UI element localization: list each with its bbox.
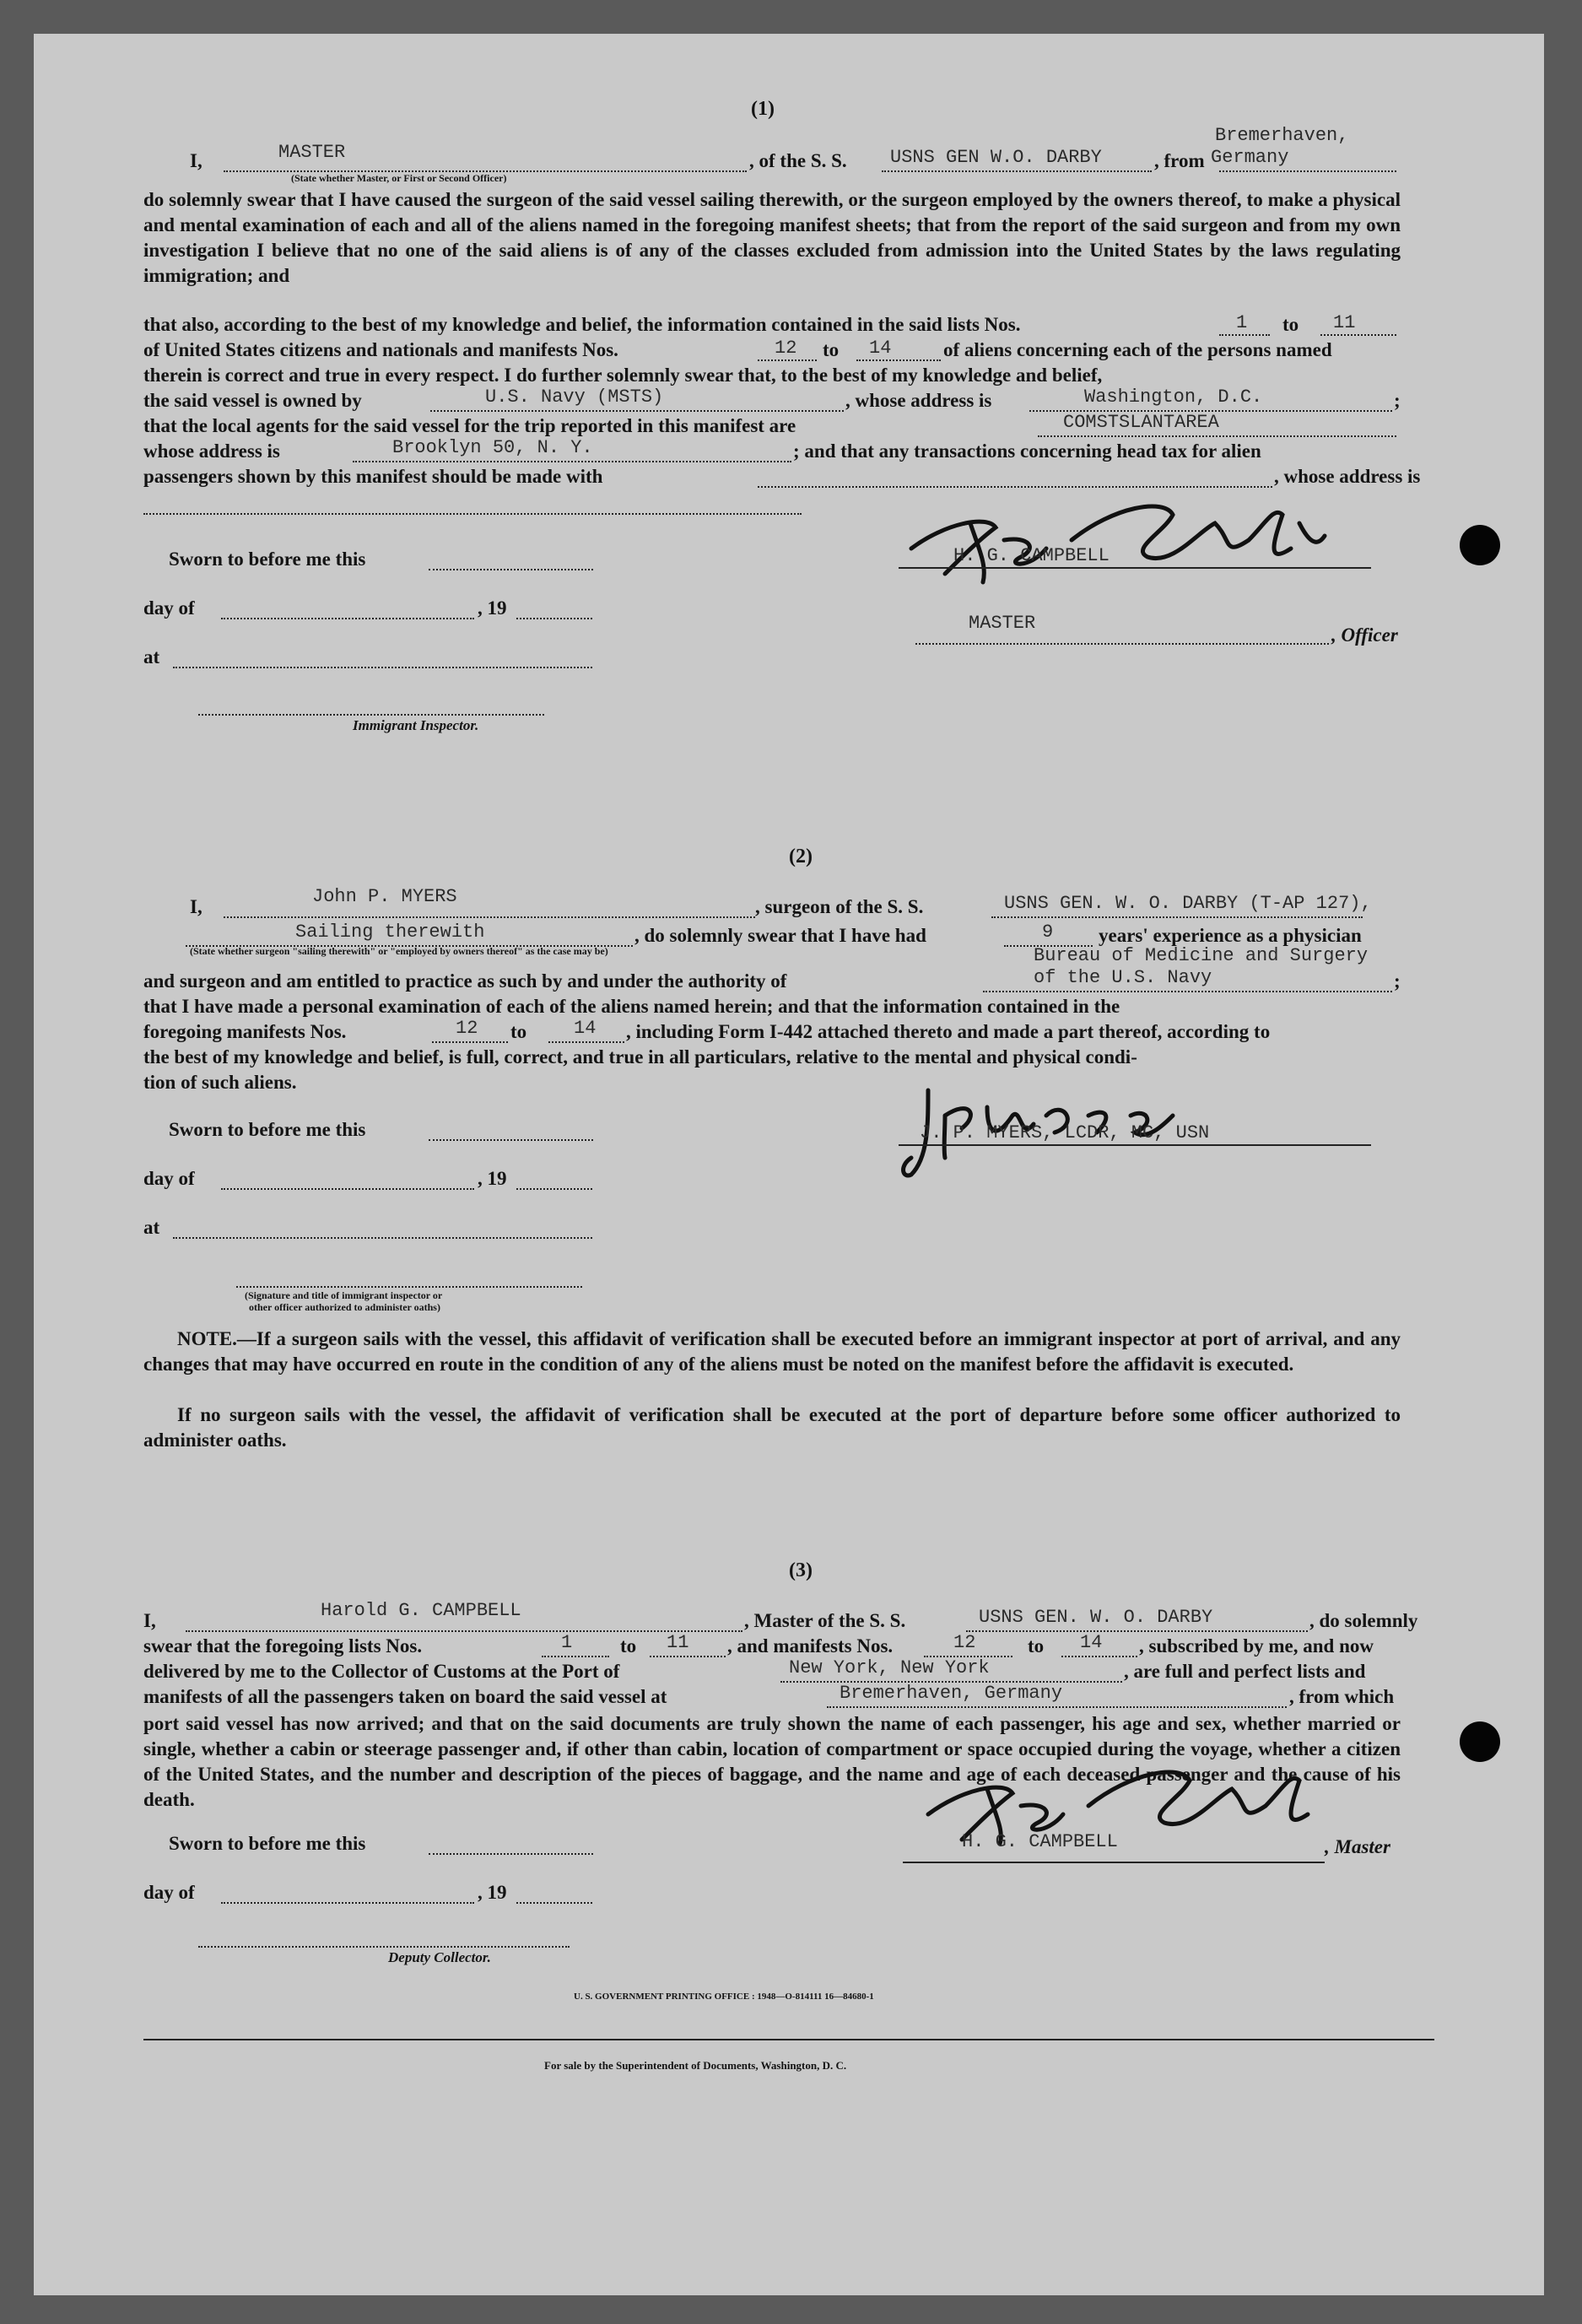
s2-line5b: to: [510, 1021, 527, 1042]
s2-at-label: at: [143, 1217, 160, 1238]
s3-lists-to: 11: [667, 1632, 689, 1653]
note-text: NOTE.—If a surgeon sails with the vessel, this affidavit of verification shall be executed before an immigrant inspector at port of arrival, and any changes that may have occurred en route in the condition of any of the aliens must be noted on the manifest before the affidavit is executed.: [143, 1328, 1401, 1375]
s1-from: , from: [1154, 150, 1205, 171]
s1-signature-name: H. G. CAMPBELL: [953, 545, 1110, 566]
s1-manifests-to-blank: [856, 359, 941, 361]
campbell-signature: [894, 489, 1333, 591]
s3-sworn-label: Sworn to before me this: [169, 1833, 366, 1854]
s1-local-agents: COMSTSLANTAREA: [1063, 412, 1219, 433]
s1-day-blank: [221, 618, 474, 619]
s1-officer-label: , Officer: [1331, 624, 1398, 646]
note-paragraph-2: [143, 1403, 1401, 1453]
s1-vessel-blank: [882, 170, 1152, 172]
s2-sworn-label: Sworn to before me this: [169, 1119, 366, 1140]
s1-sworn-label: Sworn to before me this: [169, 549, 366, 570]
manifest-affidavit-page: [34, 34, 1544, 2295]
s2-manifests-from: 12: [456, 1018, 478, 1039]
s1-line8: therein is correct and true in every respect. I do further solemnly swear that, to the best of my knowledge and belief,: [143, 365, 1103, 386]
s1-title-blank: [915, 643, 1329, 645]
section-3-number: (3): [789, 1559, 813, 1581]
note-paragraph-1: [143, 1327, 1401, 1377]
s3-signature-name: H. G. CAMPBELL: [962, 1831, 1118, 1852]
s3-deputy-collector-label: Deputy Collector.: [388, 1949, 491, 1965]
s1-manifests-to: 14: [869, 338, 892, 359]
s2-vessel-blank: [991, 916, 1363, 918]
s3-line2d: to: [1028, 1635, 1045, 1657]
s2-line1-i: I,: [190, 896, 202, 917]
s3-day-of-label: day of: [143, 1882, 195, 1903]
s1-line9b: , whose address is: [845, 390, 992, 411]
s1-year-blank: [516, 618, 592, 619]
s2-surgeon-of: , surgeon of the S. S.: [755, 896, 924, 917]
s1-line10: that the local agents for the said vessel for the trip reported in this manifest are: [143, 415, 796, 436]
s2-line5a: foregoing manifests Nos.: [143, 1021, 347, 1042]
s1-line12a: passengers shown by this manifest should be made with: [143, 466, 603, 487]
semicolon: ;: [1394, 970, 1401, 992]
s3-manifests-from: 12: [953, 1632, 976, 1653]
s3-line3a: delivered by me to the Collector of Customs at the Port of: [143, 1661, 620, 1682]
s3-day-blank: [221, 1902, 474, 1904]
s1-lists-to-blank: [1320, 334, 1396, 336]
s1-from-line2: Germany: [1211, 147, 1289, 168]
s1-line6: that also, according to the best of my knowledge and belief, the information contained in the said lists Nos.: [143, 314, 1021, 335]
s1-agents-blank: [1038, 435, 1396, 437]
s2-line7: tion of such aliens.: [143, 1072, 297, 1093]
s2-manifests-from-blank: [432, 1041, 508, 1043]
s3-paragraph: port said vessel has now arrived; and that on the said documents are truly shown the name of each passenger, his age and sex, whether married or single, whether a cabin or steerage passenger and, if other than cabin, location of compartment or space occupied during the voyage, whether a citizen of the United States, and the number and description of the pieces of baggage, and the name and age of each deceased passenger and the cause of his death.: [143, 1713, 1401, 1810]
s2-day-of-label: day of: [143, 1168, 195, 1189]
punch-hole: [1460, 525, 1500, 565]
s1-line7b: of aliens concerning each of the persons named: [943, 339, 1332, 360]
s2-line2b: years' experience as a physician: [1099, 925, 1362, 946]
s1-signature-line: [899, 567, 1371, 569]
s1-inspector-signature-blank: [198, 714, 544, 716]
s1-from-blank: [1219, 170, 1396, 172]
note-text-2: If no surgeon sails with the vessel, the affidavit of verification shall be executed at the port of departure before some officer authorized to administer oaths.: [143, 1404, 1401, 1451]
s3-line2b: to: [620, 1635, 637, 1657]
s3-line2a: swear that the foregoing lists Nos.: [143, 1635, 423, 1657]
s1-day-of-label: day of: [143, 597, 195, 619]
s2-sig-note-2: other officer authorized to administer oaths): [249, 1301, 440, 1313]
s1-owner: U.S. Navy (MSTS): [485, 386, 664, 408]
s1-owner-blank: [430, 410, 844, 412]
s1-from-line1: Bremerhaven,: [1215, 125, 1349, 146]
s2-line3: and surgeon and am entitled to practice as such by and under the authority of: [143, 970, 787, 992]
s3-line4a: manifests of all the passengers taken on board the said vessel at: [143, 1686, 667, 1707]
s1-agents-address: Brooklyn 50, N. Y.: [392, 437, 593, 458]
s2-line2a: , do solemnly swear that I have had: [634, 925, 926, 946]
s2-years: 9: [1042, 921, 1054, 943]
s2-authority-line2: of the U.S. Navy: [1034, 967, 1212, 988]
s2-sworn-blank: [429, 1139, 593, 1141]
s3-line1-i: I,: [143, 1610, 156, 1631]
s3-year-label: , 19: [478, 1882, 507, 1903]
s1-vessel: USNS GEN W.O. DARBY: [890, 147, 1102, 168]
s1-lists-from-blank: [1219, 334, 1270, 336]
s1-at-blank: [173, 667, 592, 668]
s3-line2c: , and manifests Nos.: [727, 1635, 894, 1657]
s2-authority-blank: [983, 991, 1392, 992]
s2-at-blank: [173, 1237, 592, 1239]
s1-manifests-from: 12: [775, 338, 797, 359]
s3-do-solemnly: , do solemnly: [1309, 1610, 1418, 1631]
s2-line5c: , including Form I-442 attached thereto and made a part thereof, according to: [626, 1021, 1271, 1042]
s3-master-of: , Master of the S. S.: [744, 1610, 906, 1631]
s2-line6: the best of my knowledge and belief, is full, correct, and true in all particulars, relative to the mental and physical condi-: [143, 1046, 1137, 1067]
semicolon: ;: [1394, 390, 1401, 411]
s1-head-tax-address-blank: [143, 513, 802, 515]
s3-collector-signature-blank: [198, 1946, 570, 1948]
s2-sailing-note: (State whether surgeon "sailing therewith" or "employed by owners thereof" as the case may be): [190, 945, 608, 957]
s1-immigrant-inspector-label: Immigrant Inspector.: [353, 717, 479, 733]
s3-lists-from: 1: [561, 1632, 573, 1653]
s3-vessel: USNS GEN. W. O. DARBY: [979, 1607, 1213, 1628]
s2-name: John P. MYERS: [312, 886, 457, 907]
s3-from-place: Bremerhaven, Germany: [840, 1683, 1063, 1704]
s2-authority-line1: Bureau of Medicine and Surgery: [1034, 945, 1369, 966]
s2-manifests-to-blank: [548, 1041, 624, 1043]
s1-paragraph: do solemnly swear that I have caused the surgeon of the said vessel sailing therewith, or the surgeon employed by the owners thereof, to make a physical and mental examination of each and all of the aliens named in the foregoing manifest sheets; that from the report of the said surgeon and from my own investigation I believe that no one of the said aliens is of any of the classes excluded from admission into the United States by the laws regulating immigration; and: [143, 189, 1401, 286]
s1-name-note: (State whether Master, or First or Second Officer): [291, 172, 507, 184]
punch-hole: [1460, 1721, 1500, 1762]
s3-master-label: , Master: [1325, 1836, 1390, 1857]
s2-sig-note-1: (Signature and title of immigrant inspector or: [245, 1289, 443, 1301]
s1-to: to: [1282, 314, 1299, 335]
s2-year-label: , 19: [478, 1168, 507, 1189]
section-1-number: (1): [751, 98, 775, 120]
section-2-number: (2): [789, 846, 813, 867]
s1-at-label: at: [143, 646, 160, 667]
s1-head-tax-blank: [758, 486, 1272, 488]
s3-name-blank: [186, 1630, 742, 1632]
s1-lists-to: 11: [1333, 312, 1356, 333]
s3-port: New York, New York: [789, 1657, 990, 1678]
s3-line3b: , are full and perfect lists and: [1124, 1661, 1366, 1682]
s3-line4b: , from which: [1289, 1686, 1395, 1707]
s1-owner-address: Washington, D.C.: [1084, 386, 1263, 408]
s1-line12b: , whose address is: [1274, 466, 1421, 487]
gpo-imprint: U. S. GOVERNMENT PRINTING OFFICE : 1948—O-814111 16—84680-1: [574, 1992, 874, 2002]
s1-line11a: whose address is: [143, 440, 280, 462]
s3-signature-line: [903, 1862, 1325, 1863]
s1-manifests-from-blank: [758, 359, 817, 361]
s3-lists-to-blank: [650, 1656, 726, 1657]
s1-line1-i: I,: [190, 150, 202, 171]
s1-agents-address-blank: [353, 461, 791, 462]
s2-signature-name: J. P. MYERS, LCDR, MC, USN: [920, 1122, 1210, 1143]
s1-lists-from: 1: [1236, 312, 1248, 333]
s1-signature-title: MASTER: [969, 613, 1036, 634]
s1-to-2: to: [823, 339, 840, 360]
s3-vessel-blank: [966, 1630, 1308, 1632]
s3-name: Harold G. CAMPBELL: [321, 1600, 521, 1621]
s2-signature-line: [899, 1144, 1371, 1146]
s1-line9a: the said vessel is owned by: [143, 390, 362, 411]
s3-year-blank: [516, 1902, 592, 1904]
s2-day-blank: [221, 1188, 474, 1190]
s2-name-blank: [224, 916, 755, 918]
s3-from-place-blank: [827, 1706, 1287, 1708]
s2-sailing: Sailing therewith: [295, 921, 485, 943]
s2-line4: that I have made a personal examination of each of the aliens named herein; and that the information contained in the: [143, 996, 1120, 1017]
s1-of-ss: , of the S. S.: [749, 150, 847, 171]
s2-vessel: USNS GEN. W. O. DARBY (T-AP 127),: [1004, 893, 1372, 914]
s1-sworn-blank: [429, 569, 593, 570]
s1-year-label: , 19: [478, 597, 507, 619]
s1-line7a: of United States citizens and nationals and manifests Nos.: [143, 339, 618, 360]
s3-lists-from-blank: [542, 1656, 609, 1657]
footer-rule: [143, 2039, 1434, 2040]
s2-officer-signature-blank: [236, 1286, 582, 1288]
s2-manifests-to: 14: [574, 1018, 597, 1039]
s3-manifests-to: 14: [1080, 1632, 1103, 1653]
s1-name: MASTER: [278, 142, 346, 163]
sale-notice: For sale by the Superintendent of Documents, Washington, D. C.: [544, 2059, 847, 2072]
s3-sworn-blank: [429, 1853, 593, 1855]
s3-manifests-to-blank: [1061, 1656, 1137, 1657]
s3-line2e: , subscribed by me, and now: [1139, 1635, 1374, 1657]
s2-year-blank: [516, 1188, 592, 1190]
s1-line11b: ; and that any transactions concerning head tax for alien: [793, 440, 1261, 462]
